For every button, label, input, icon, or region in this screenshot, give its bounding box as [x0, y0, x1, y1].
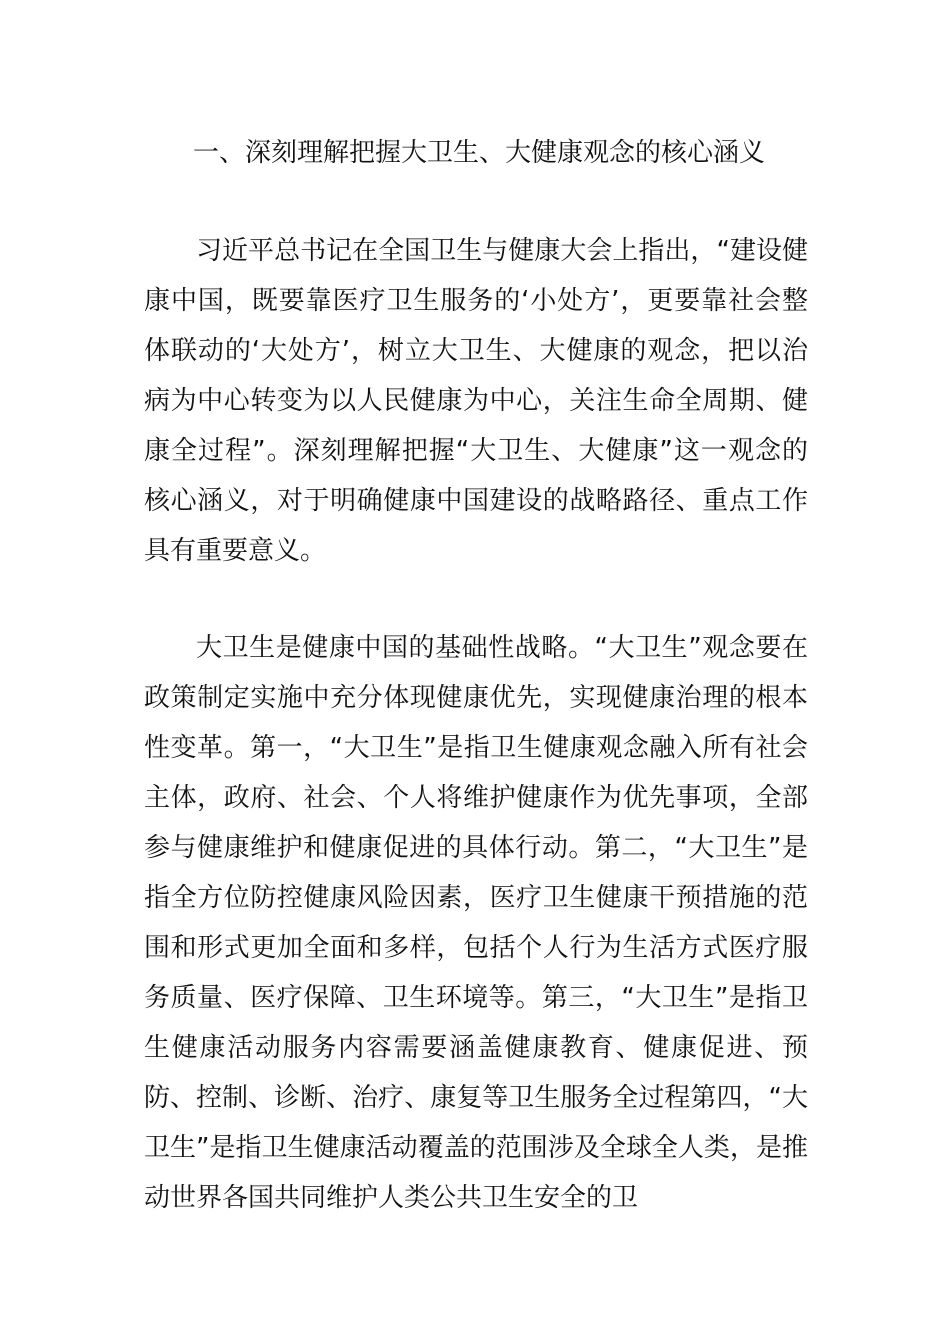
section-heading: 一、深刻理解把握大卫生、大健康观念的核心涵义 [193, 138, 766, 168]
paragraph-2: 大卫生是健康中国的基础性战略。“大卫生”观念要在政策制定实施中充分体现健康优先，实现健康治理的根本性变革。第一，“大卫生”是指卫生健康观念融入所有社会主体，政府、社会、个人将维护健康作为优先事项，全部参与健康维护和健康促进的具体行动。第二，“大卫生”是指全方位防控健康风险因素，医疗卫生健康干预措施的范围和形式更加全面和多样，包括个人行为生活方式医疗服务质量、医疗保障、卫生环境等。第三，“大卫生”是指卫生健康活动服务内容需要涵盖健康教育、健康促进、预防、控制、诊断、治疗、康复等卫生服务全过程第四，“大卫生”是指卫生健康活动覆盖的范围涉及全球全人类，是推动世界各国共同维护人类公共卫生安全的卫 [144, 633, 808, 1213]
paragraph-1: 习近平总书记在全国卫生与健康大会上指出，“建设健康中国，既要靠医疗卫生服务的‘小处方’，更要靠社会整体联动的‘大处方’，树立大卫生、大健康的观念，把以治病为中心转变为以人民健康为中心，关注生命全周期、健康全过程”。深刻理解把握“大卫生、大健康”这一观念的核心涵义，对于明确健康中国建设的战略路径、重点工作具有重要意义。 [144, 236, 808, 566]
